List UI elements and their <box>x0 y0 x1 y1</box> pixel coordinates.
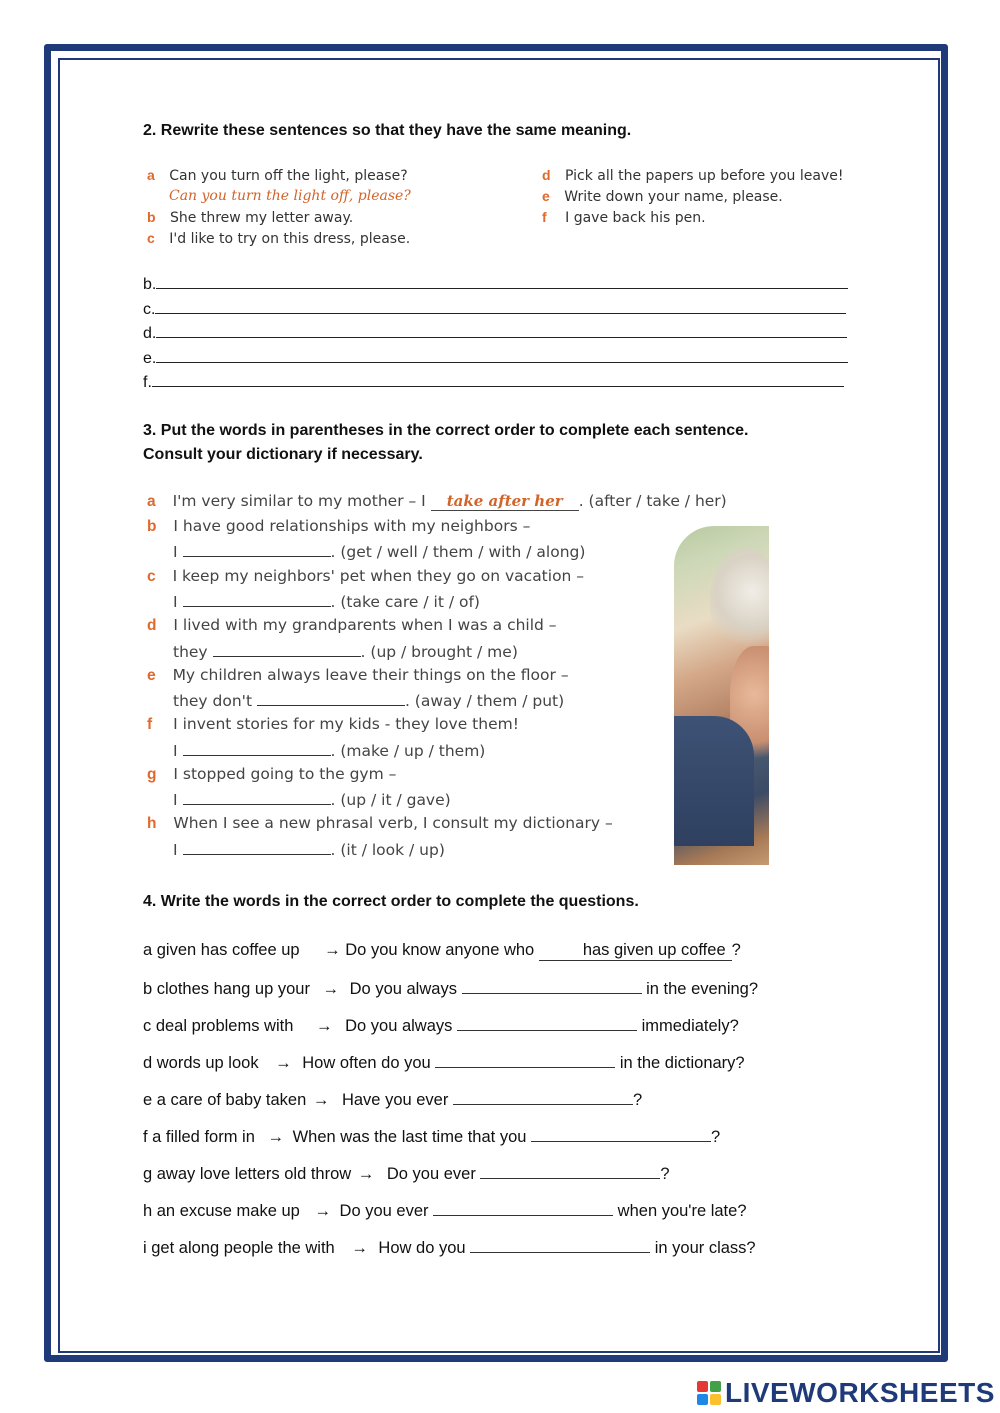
item-letter: c <box>147 230 155 246</box>
section2-heading: 2. Rewrite these sentences so that they have the same meaning. <box>143 122 632 139</box>
question-pre: How do you <box>378 1239 471 1257</box>
s2-answer-line-c[interactable] <box>143 299 846 319</box>
question-pre: Do you ever <box>386 1165 481 1183</box>
arrow-icon: → <box>316 1017 333 1035</box>
answer-field[interactable] <box>531 1126 711 1142</box>
question-post: in the dictionary? <box>615 1054 745 1072</box>
question-pre: Have you ever <box>341 1091 453 1109</box>
question-post: ? <box>711 1128 721 1146</box>
answer-blank[interactable] <box>213 641 361 657</box>
s3-item-g-line2 <box>173 789 451 809</box>
question-pre: When was the last time that you <box>292 1128 532 1146</box>
item-letter: f <box>542 209 547 225</box>
s2-item-c <box>147 230 410 247</box>
item-prefix: they don't <box>173 692 257 710</box>
item-prefix: I <box>173 791 183 809</box>
item-letter: d <box>542 167 551 183</box>
item-letter: c <box>147 568 156 585</box>
arrow-icon: → <box>275 1054 292 1072</box>
item-text: I lived with my grandparents when I was a child – <box>173 616 557 634</box>
woman-photo <box>674 526 769 865</box>
s4-item-i <box>143 1237 756 1258</box>
item-text: Can you turn off the light, please? <box>169 168 408 184</box>
s2-item-a <box>147 167 408 184</box>
answer-field[interactable] <box>462 978 642 994</box>
section3-heading-line1: 3. Put the words in parentheses in the correct order to complete each sentence. <box>143 422 749 439</box>
answer-field[interactable] <box>433 1200 613 1216</box>
item-letter: h <box>147 815 157 832</box>
item-text: Pick all the papers up before you leave! <box>565 168 844 184</box>
item-hint: . (make / up / them) <box>330 742 486 760</box>
scrambled-words: h an excuse make up <box>143 1202 300 1220</box>
s2-item-f <box>542 209 706 226</box>
question-post: in your class? <box>650 1239 756 1257</box>
item-prefix: I <box>173 742 183 760</box>
s3-item-h-line2 <box>173 839 445 859</box>
s3-item-e-line2 <box>173 690 564 710</box>
question-post: in the evening? <box>641 980 759 998</box>
liveworksheets-logo-icon <box>697 1381 721 1405</box>
item-text: I have good relationships with my neighbors – <box>173 517 531 535</box>
item-hint: . (get / well / them / with / along) <box>330 543 586 561</box>
photo-hair <box>710 548 769 658</box>
item-text: I keep my neighbors' pet when they go on vacation – <box>172 567 585 585</box>
item-prefix: they <box>173 643 213 661</box>
s4-item-d <box>143 1052 745 1073</box>
liveworksheets-logo[interactable] <box>697 1376 995 1410</box>
item-letter: a <box>147 167 155 183</box>
scrambled-words: b clothes hang up your <box>143 980 310 998</box>
item-letter: e <box>147 667 156 684</box>
s4-item-a <box>143 941 741 961</box>
s3-item-f-line2 <box>173 740 485 760</box>
answer-line[interactable] <box>156 348 848 363</box>
answer-line-label: e. <box>143 350 157 367</box>
s4-item-g <box>143 1163 670 1184</box>
question-pre: Do you always <box>349 980 462 998</box>
item-text-pre: I'm very similar to my mother – I <box>172 492 431 510</box>
item-letter: a <box>147 493 156 510</box>
s2-example-answer: Can you turn the light off, please? <box>169 188 411 204</box>
s4-item-c <box>143 1015 739 1036</box>
scrambled-words: a given has coffee up <box>143 941 300 959</box>
item-text: I'd like to try on this dress, please. <box>169 231 411 247</box>
item-text-post: . (after / take / her) <box>578 492 727 510</box>
s3-item-d-line2 <box>173 641 518 661</box>
answer-line-label: b. <box>143 276 157 293</box>
arrow-icon: → <box>267 1128 284 1146</box>
arrow-icon: → <box>312 1091 330 1109</box>
arrow-icon: → <box>324 941 341 959</box>
item-letter: b <box>147 209 156 225</box>
s3-item-c <box>147 567 584 586</box>
answer-line-label: c. <box>143 301 156 318</box>
question-post: when you're late? <box>613 1202 747 1220</box>
s4-item-e <box>143 1089 642 1110</box>
question-pre: Do you know anyone who <box>345 941 539 959</box>
s3-item-d <box>147 616 557 635</box>
item-text: I gave back his pen. <box>565 210 706 226</box>
s3-item-e <box>147 666 569 685</box>
logo-text: LIVEWORKSHEETS <box>725 1377 995 1408</box>
arrow-icon: → <box>357 1165 375 1183</box>
s3-item-c-line2 <box>173 591 480 611</box>
section3-heading-line2: Consult your dictionary if necessary. <box>143 446 423 463</box>
scrambled-words: e a care of baby taken <box>143 1091 307 1109</box>
scrambled-words: i get along people the with <box>143 1239 335 1257</box>
question-post: ? <box>632 1091 643 1109</box>
answer-line[interactable] <box>152 372 844 387</box>
s2-answer-line-d[interactable] <box>143 323 847 343</box>
s2-item-e <box>542 188 783 205</box>
item-text: I stopped going to the gym – <box>173 765 397 783</box>
s4-item-b <box>143 978 758 999</box>
answer-field[interactable] <box>539 941 732 961</box>
s3-item-a <box>147 492 727 511</box>
s3-item-h <box>147 814 613 833</box>
answer-blank[interactable] <box>183 591 331 607</box>
answer-line[interactable] <box>155 299 846 314</box>
item-hint: . (away / them / put) <box>404 692 565 710</box>
scrambled-words: f a filled form in <box>143 1128 255 1146</box>
item-letter: d <box>147 617 157 634</box>
question-post: ? <box>731 941 741 959</box>
s3-item-b <box>147 517 530 536</box>
question-post: immediately? <box>636 1017 739 1035</box>
question-post: ? <box>660 1165 670 1183</box>
s2-item-d <box>542 167 843 184</box>
s3-item-f <box>147 715 519 734</box>
s2-answer-line-f[interactable] <box>143 372 844 392</box>
arrow-icon: → <box>314 1202 331 1220</box>
s2-answer-line-b[interactable] <box>143 274 848 294</box>
item-text: I invent stories for my kids - they love them! <box>173 715 519 733</box>
item-prefix: I <box>173 543 183 561</box>
answer-blank[interactable] <box>183 740 331 756</box>
s3-item-g <box>147 765 396 784</box>
photo-jacket <box>674 716 754 846</box>
item-text: When I see a new phrasal verb, I consult my dictionary – <box>173 814 613 832</box>
s2-answer-line-e[interactable] <box>143 348 848 368</box>
item-text: My children always leave their things on the floor – <box>172 666 569 684</box>
answer-field[interactable] <box>480 1163 660 1179</box>
answer-blank[interactable] <box>183 839 331 855</box>
answer-blank[interactable] <box>183 541 331 557</box>
answer-field[interactable] <box>435 1052 615 1068</box>
arrow-icon: → <box>322 980 340 998</box>
item-text: Write down your name, please. <box>564 189 783 205</box>
scrambled-words: g away love letters old throw <box>143 1165 352 1183</box>
answer-line-label: f. <box>143 374 152 391</box>
item-hint: . (it / look / up) <box>330 841 445 859</box>
item-prefix: I <box>173 593 183 611</box>
item-letter: e <box>542 188 550 204</box>
item-prefix: I <box>173 841 183 859</box>
question-pre: How often do you <box>302 1054 436 1072</box>
filled-answer: has given up coffee <box>582 941 726 959</box>
example-answer: take after her <box>446 492 563 510</box>
item-letter: f <box>147 716 153 733</box>
scrambled-words: d words up look <box>143 1054 259 1072</box>
s3-item-b-line2 <box>173 541 585 561</box>
s2-item-b <box>147 209 353 226</box>
answer-blank[interactable] <box>431 492 579 511</box>
s4-item-h <box>143 1200 747 1221</box>
item-hint: . (up / brought / me) <box>360 643 518 661</box>
answer-field[interactable] <box>457 1015 637 1031</box>
section4-heading: 4. Write the words in the correct order to complete the questions. <box>143 893 639 910</box>
answer-line-label: d. <box>143 325 157 342</box>
s4-item-f <box>143 1126 720 1147</box>
answer-blank[interactable] <box>257 690 405 706</box>
answer-blank[interactable] <box>183 789 331 805</box>
question-pre: Do you always <box>345 1017 457 1035</box>
item-letter: b <box>147 518 157 535</box>
item-letter: g <box>147 766 157 783</box>
arrow-icon: → <box>351 1239 368 1257</box>
answer-field[interactable] <box>453 1089 633 1105</box>
answer-line[interactable] <box>156 274 848 289</box>
item-text: She threw my letter away. <box>170 210 354 226</box>
answer-field[interactable] <box>470 1237 650 1253</box>
item-hint: . (take care / it / of) <box>330 593 480 611</box>
item-hint: . (up / it / gave) <box>330 791 451 809</box>
question-pre: Do you ever <box>339 1202 434 1220</box>
answer-line[interactable] <box>156 323 847 338</box>
scrambled-words: c deal problems with <box>143 1017 294 1035</box>
